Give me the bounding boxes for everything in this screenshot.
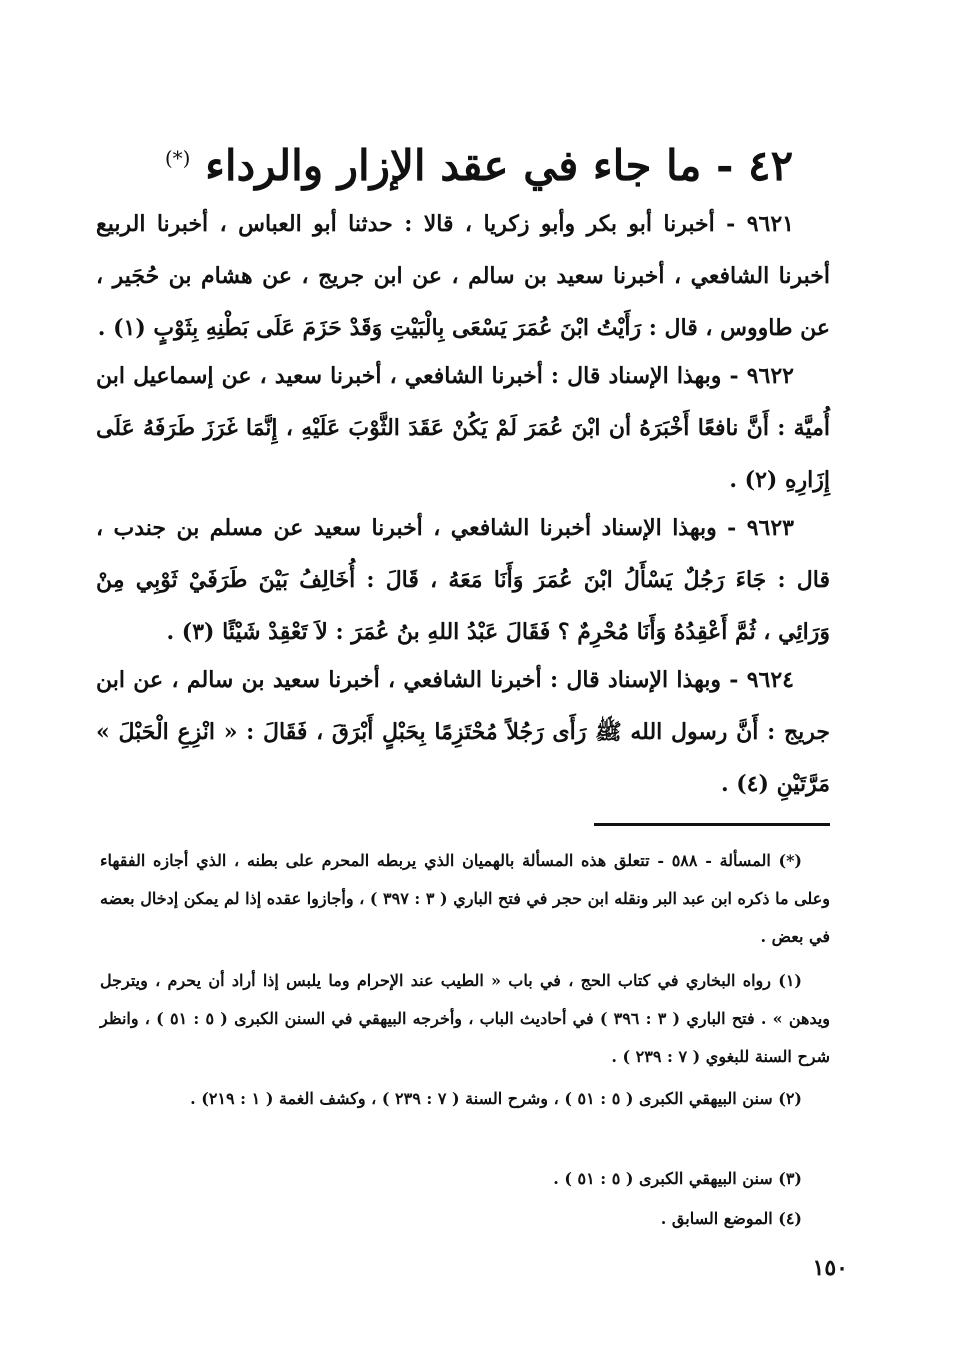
chapter-note-marker: (*) (164, 146, 191, 170)
page-number: ١٥٠ (812, 1255, 848, 1281)
footnote-3: (٣) سنن البيهقي الكبرى ( ٥ : ٥١ ) . (553, 1169, 802, 1188)
hadith-text: ٩٦٢٤ - وبهذا الإسناد قال : أخبرنا الشافعي ، أخبرنا سعيد بن سالم ، عن ابن جريج : أَنَّ رسول الله ﷺ رَأَى رَجُلاً مُحْتَزِمًا بِحَبْلٍ أَبْرَقَ ، فَقَالَ : « انْزِعِ الْحَبْلَ » مَرَّتَيْنِ (٤) . (96, 667, 831, 797)
footnote-divider (594, 823, 830, 826)
hadith-9622 (96, 350, 830, 506)
hadith-text: ٩٦٢٢ - وبهذا الإسناد قال : أخبرنا الشافعي ، أخبرنا سعيد ، عن إسماعيل ابن أُميَّة : أَنَّ نافعًا أَخْبَرَهُ أن ابْنَ عُمَرَ لَمْ يَكُنْ عَقَدَ الثَّوْبَ عَلَيْهِ ، إِنَّمَا غَرَزَ طَرَفَهُ عَلَى إِزَارِهِ (٢) . (96, 363, 830, 493)
chapter-heading (100, 128, 858, 196)
footnote-2: (٢) سنن البيهقي الكبرى ( ٥ : ٥١ ) ، وشرح السنة ( ٧ : ٢٣٩ ) ، وكشف الغمة ( ١ : ٢١٩) . (190, 1089, 802, 1108)
footnote-4: (٤) الموضع السابق . (660, 1209, 802, 1228)
footnote-star: (*) المسألة - ٥٨٨ - تتعلق هذه المسألة بالهميان الذي يربطه المحرم على بطنه ، الذي أجازه الفقهاء وعلى ما ذكره ابن عبد البر ونقله ابن حجر في فتح الباري ( ٣ : ٣٩٧ ) ، وأجازوا عقده إذا لم يمكن إدخال بعضه في بعض . (100, 851, 831, 946)
hadith-text: ٩٦٢٣ - وبهذا الإسناد أخبرنا الشافعي ، أخبرنا سعيد عن مسلم بن جندب ، قال : جَاءَ رَجُلٌ يَسْأَلُ ابْنَ عُمَرَ وَأَنَا مَعَهُ ، قَالَ : أُخَالِفُ بَيْنَ طَرَفَيْ ثَوْبِي مِنْ وَرَائِي ، ثُمَّ أَعْقِدُهُ وَأَنَا مُحْرِمٌ ؟ فَقَالَ عَبْدُ اللهِ بنُ عُمَرَ : لاَ تَعْقِدْ شَيْئًا (٣) . (96, 515, 830, 645)
hadith-9621 (96, 198, 830, 354)
hadith-9624 (96, 654, 830, 810)
hadith-9623 (96, 502, 830, 658)
footnote-1: (١) رواه البخاري في كتاب الحج ، في باب « الطيب عند الإحرام وما يلبس إذا أراد أن يحرم ، ويترجل ويدهن » . فتح الباري ( ٣ : ٣٩٦ ) في أحاديث الباب ، وأخرجه البيهقي في السنن الكبرى ( ٥ : ٥١ ) ، وانظر شرح السنة للبغوي ( ٧ : ٢٣٩ ) . (100, 971, 831, 1066)
hadith-text: ٩٦٢١ - أخبرنا أبو بكر وأبو زكريا ، قالا : حدثنا أبو العباس ، أخبرنا الربيع أخبرنا الشافعي ، أخبرنا سعيد بن سالم ، عن ابن جريج ، عن هشام بن حُجَير ، عن طاووس ، قال : رَأَيْتُ ابْنَ عُمَرَ يَسْعَى بِالْبَيْتِ وَقَدْ حَزَمَ عَلَى بَطْنِهِ بِثَوْبٍ (١) . (96, 211, 830, 341)
chapter-title: ٤٢ - ما جاء في عقد الإزار والرداء (205, 141, 794, 190)
